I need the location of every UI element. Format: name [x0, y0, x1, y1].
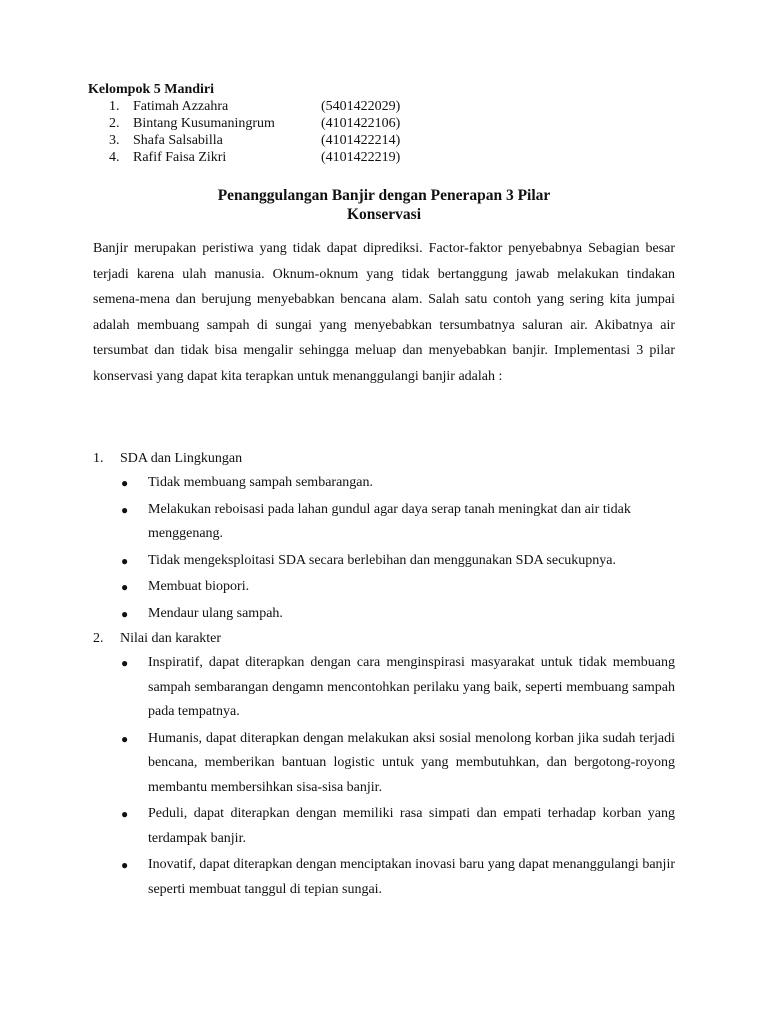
- section-heading: [93, 449, 675, 469]
- member-name: Rafif Faisa Zikri: [133, 150, 227, 165]
- list-item: ● Tidak membuang sampah sembarangan.: [93, 471, 675, 496]
- bullet-icon: ●: [121, 807, 129, 821]
- section-title: Nilai dan karakter: [120, 631, 222, 646]
- list-item: ● Inovatif, dapat diterapkan dengan menciptakan inovasi baru yang dapat menanggulangi banjir seperti membuat tanggul di tepian sungai.: [93, 853, 675, 902]
- member-number: 4.: [109, 150, 120, 165]
- list-item: ● Membuat biopori.: [93, 575, 675, 600]
- document-title: [0, 186, 768, 224]
- bullet-icon: ●: [121, 476, 129, 490]
- title-line-2: Konservasi: [346, 206, 422, 223]
- member-number: 3.: [109, 133, 120, 148]
- section-heading: [93, 629, 675, 649]
- bullet-icon: ●: [121, 858, 129, 872]
- bullet-icon: ●: [121, 731, 129, 746]
- member-row: [88, 115, 441, 132]
- member-id: (4101422214): [321, 133, 401, 148]
- section-nilai-karakter: [93, 629, 675, 902]
- list-item: ● Tidak mengeksploitasi SDA secara berlebihan dan menggunakan SDA secukupnya.: [93, 549, 675, 574]
- list-item: ● Humanis, dapat diterapkan dengan melakukan aksi sosial menolong korban jika sudah terjadi bencana, memberikan bantuan logistic untuk yang membutuhkan, dan bergotong-royong membantu membersihkan sisa-sisa banjir.: [93, 727, 675, 801]
- bullet-icon: ●: [121, 656, 129, 670]
- bullet-icon: ●: [121, 553, 129, 568]
- member-id: (4101422219): [321, 150, 401, 165]
- member-row: [88, 98, 441, 115]
- bullet-list: [93, 651, 675, 902]
- member-id: (5401422029): [321, 99, 401, 114]
- list-item: ● Peduli, dapat diterapkan dengan memiliki rasa simpati dan empati terhadap korban yang terdampak banjir.: [93, 802, 675, 851]
- bullet-icon: ●: [121, 606, 129, 621]
- section-sda-lingkungan: [93, 449, 675, 626]
- list-item: ● Melakukan reboisasi pada lahan gundul agar daya serap tanah meningkat dan air tidak menggenang.: [93, 498, 675, 547]
- member-number: 1.: [109, 99, 120, 114]
- bullet-icon: ●: [121, 580, 129, 594]
- list-item: ● Inspiratif, dapat diterapkan dengan cara menginspirasi masyarakat untuk tidak membuang sampah sembarangan dengamn mencontohkan perilaku yang baik, seperti membuang sampah pada tempatnya.: [93, 651, 675, 725]
- group-title: Kelompok 5 Mandiri: [88, 82, 215, 97]
- group-info: [88, 81, 441, 166]
- member-name: Fatimah Azzahra: [133, 99, 229, 114]
- list-item: ● Mendaur ulang sampah.: [93, 602, 675, 627]
- member-row: [88, 149, 441, 166]
- member-name: Bintang Kusumaningrum: [133, 116, 275, 131]
- title-line-1: Penanggulangan Banjir dengan Penerapan 3 Pilar: [217, 187, 551, 204]
- section-number: 1.: [93, 451, 104, 466]
- member-id: (4101422106): [321, 116, 401, 131]
- bullet-list: [93, 471, 675, 626]
- member-number: 2.: [109, 116, 120, 131]
- intro-paragraph: Banjir merupakan peristiwa yang tidak dapat diprediksi. Factor-faktor penyebabnya Sebagian besar terjadi karena ulah manusia. Oknum-oknum yang tidak bertanggung jawab melakukan tindakan semena-mena dan berujung menyebabkan bencana alam. Salah satu contoh yang sering kita jumpai adalah membuang sampah di sungai yang menyebabkan tersumbatnya saluran air. Akibatnya air tersumbat dan tidak bisa mengalir sehingga meluap dan menyebabkan banjir. Implementasi 3 pilar konservasi yang dapat kita terapkan untuk menanggulangi banjir adalah :: [93, 241, 675, 384]
- section-number: 2.: [93, 631, 104, 646]
- bullet-icon: ●: [121, 502, 129, 517]
- member-row: [88, 132, 441, 149]
- section-title: SDA dan Lingkungan: [120, 451, 243, 466]
- member-name: Shafa Salsabilla: [133, 133, 223, 148]
